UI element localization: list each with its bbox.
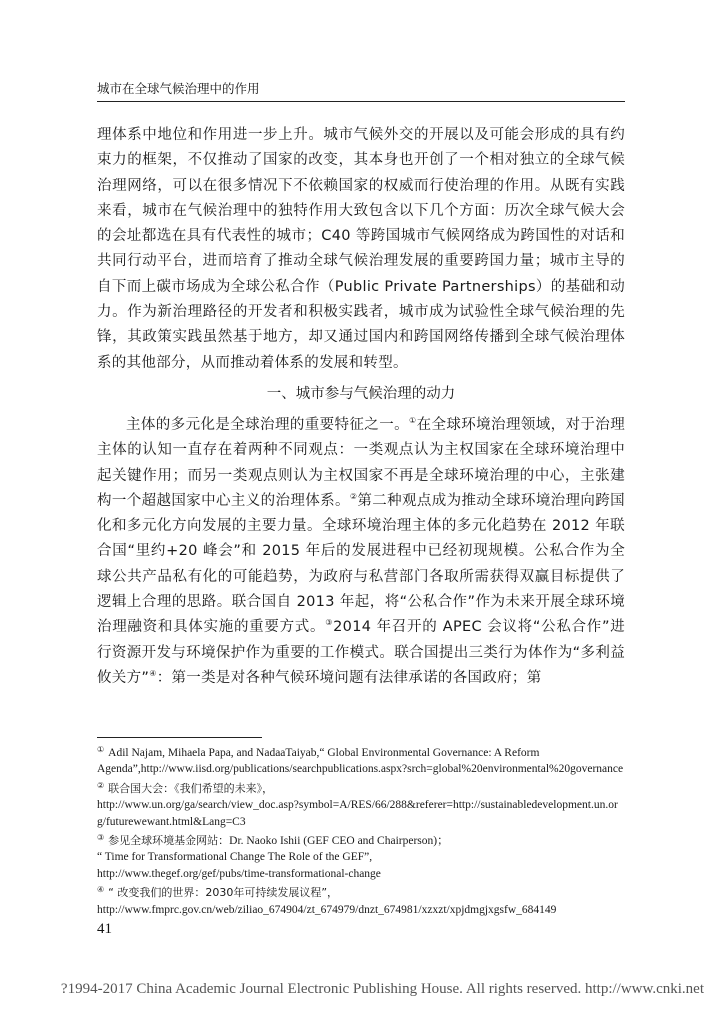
footnote-text-en: Dr. Naoko Ishii (GEF CEO and Chairperson)； [229,835,449,848]
footnote-ref-2[interactable]: ② [349,491,358,501]
paragraph-2 [97,413,625,691]
paragraph-2-sentence-3: 第二种观点成为推动全球环境治理向跨国化和多元化方向发展的主要力量。全球环境治理主体的多元化趋势在 2012 年联合国“里约+20 峰会”和 2015 年后的发展进程中已经初现规模。公私合作为全球公共产品私有化的可能趋势，为政府与私营部门各取所需获得双赢目标提供了逻辑上合理的思路。联合国自 2013 年起，将“公私合作”作为未来开展全球环境治理融资和具体实施的重要方式。 [97,492,625,636]
footnote-ref-1[interactable]: ① [409,415,417,425]
footnote-link[interactable]: http://www.thegef.org/gef/pubs/time-transformational-change [97,867,381,880]
running-header: 城市在全球气候治理中的作用 [97,81,260,96]
footnote-text: 参见全球环境基金网站： [108,834,230,848]
footnote-mark: ③ [97,833,105,843]
paragraph-2-sentence-1: 主体的多元化是全球治理的重要特征之一。 [126,416,409,433]
footnote-3 [97,830,625,882]
footnote-text: Adil Najam, Mihaela Papa, and NadaaTaiyab,“ Global Environmental Governance: A Reform [108,747,540,759]
paragraph-1: 理体系中地位和作用进一步上升。城市气候外交的开展以及可能会形成的具有约束力的框架，不仅推动了国家的改变，其本身也开创了一个相对独立的全球气候治理网络，可以在很多情况下不依赖国家的权威而行使治理的作用。从既有实践来看，城市在气候治理中的独特作用大致包含以下几个方面：历次全球气候大会的会址都选在具有代表性的城市；C40 等跨国城市气候网络成为跨国性的对话和共同行动平台，进而培育了推动全球气候治理发展的重要跨国力量；城市主导的自下而上碳市场成为全球公私合作（Public Private Partnerships）的基础和动力。作为新治理路径的开发者和积极实践者，城市成为试验性全球气候治理的先锋，其政策实践虽然基于地方，却又通过国内和跨国网络传播到全球气候治理体系的其他部分，从而推动着体系的发展和转型。 [97,127,625,371]
footnote-link[interactable]: http://www.un.org/ga/search/view_doc.asp?symbol=A/RES/66/288&referer=http://sustainabledevelopment.un.org/futurewewant.html&Lang=C3 [97,799,618,828]
header-rule [97,101,625,102]
footnote-rule [97,737,262,738]
page-number: 41 [97,921,112,937]
footnote-text: 联合国大会：《我们希望的未来》， [108,781,274,795]
footnote-link[interactable]: Agenda”,http://www.iisd.org/publications/searchpublications.aspx?srch=global%20environmental%20governance [97,763,624,776]
footnote-mark: ② [97,780,105,790]
footnote-2 [97,778,625,830]
footnote-ref-3[interactable]: ③ [325,618,334,628]
footnote-ref-4[interactable]: ④ [149,668,157,678]
footnote-mark: ④ [97,885,105,895]
paragraph-2-sentence-2: 在全球环境治理领域，对于治理主体的认知一直存在着两种不同观点：一类观点认为主权国家在全球环境治理中起关键作用；而另一类观点则认为主权国家不再是全球环境治理的中心，主张建构一个超越国家中心主义的治理体系。 [97,416,626,509]
footnote-4 [97,882,625,918]
footnote-mark: ① [97,745,105,754]
footnote-text: “ 改变我们的世界：2030年可持续发展议程”， [108,886,339,900]
footnote-1 [97,742,625,778]
section-title: 一、城市参与气候治理的动力 [266,385,456,402]
footnotes [97,742,625,918]
copyright-notice: ?1994-2017 China Academic Journal Electronic Publishing House. All rights reserved. http://www.cnki.net [60,981,704,997]
paragraph-2-sentence-5: ：第一类是对各种气候环境问题有法律承诺的各国政府；第 [156,669,542,686]
footnote-link[interactable]: http://www.fmprc.gov.cn/web/ziliao_674904/zt_674979/dnzt_674981/xzxzt/xpjdmgjxgsfw_684149 [97,903,557,916]
body-text [97,123,625,691]
footnote-text: “ Time for Transformational Change The Role of the GEF”, [97,851,373,864]
paragraph-2-sentence-4: 2014 年召开的 APEC 会议将“公私合作”进行资源开发与环境保护作为重要的工作模式。联合国提出三类行为体作为“多利益攸关方” [97,619,625,686]
